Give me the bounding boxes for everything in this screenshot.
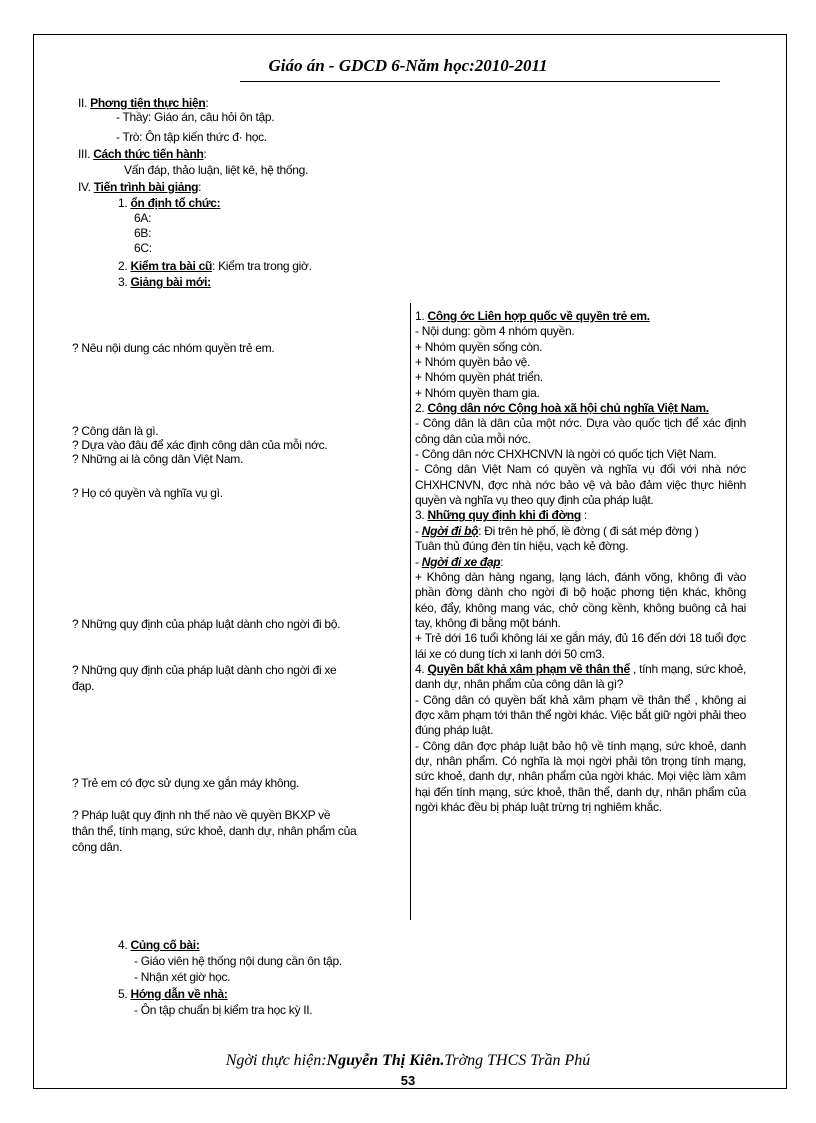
answer-cyclist xyxy=(415,555,746,570)
answer-column xyxy=(415,309,746,815)
page-header: Giáo án - GDCD 6-Năm học:2010-2011 xyxy=(268,56,548,75)
answer-cyclist-rest: : xyxy=(500,554,504,569)
question-9-line-3: công dân. xyxy=(72,840,123,854)
section-iv-title: Tiến trình bài giảng xyxy=(93,180,199,194)
answer-pedestrian-title: Ngời đi bộ xyxy=(421,523,479,538)
question-9-line-1: ? Pháp luật quy định nh thế nào về quyền BKXP về xyxy=(72,808,331,822)
answer-pedestrian-lead: - xyxy=(415,523,419,538)
column-divider xyxy=(410,303,411,920)
section-iii xyxy=(78,147,207,161)
answer-heading-4-title: Quyền bất khả xâm phạm về thân thể xyxy=(427,661,630,676)
answer-line: - Nội dung: gồm 4 nhóm quyền. xyxy=(415,324,575,339)
section-iii-line-1: Vấn đáp, thảo luận, liệt kê, hệ thống. xyxy=(124,163,309,177)
item-4 xyxy=(118,938,200,952)
answer-line: + Nhóm quyền sống còn. xyxy=(415,339,543,354)
question-1: ? Nêu nội dung các nhóm quyền trẻ em. xyxy=(72,341,275,355)
item-4-line-2: - Nhận xét giờ học. xyxy=(134,970,231,984)
footer-author-name: Nguyễn Thị Kiên. xyxy=(326,1052,445,1069)
item-3-title: Giảng bài mới: xyxy=(130,275,211,289)
answer-line: + Nhóm quyền phát triển. xyxy=(415,370,543,385)
item-5-title: Hớng dẫn về nhà: xyxy=(130,987,228,1001)
answer-pedestrian-rest: : Đi trên hè phố, lề đờng ( đi sát mép đờng ) xyxy=(478,523,699,538)
answer-heading-3-number: 3. xyxy=(415,508,425,523)
answer-line: - Công dân nớc CHXHCNVN là ngời có quốc tịch Việt Nam. xyxy=(415,447,717,462)
answer-heading-3 xyxy=(415,508,746,523)
item-4-title: Củng cố bài: xyxy=(130,938,200,952)
answer-heading-1-title: Công ớc Liên hợp quốc về quyền trẻ em. xyxy=(427,309,650,323)
answer-line: Tuân thủ đúng đèn tín hiệu, vạch kẻ đờng. xyxy=(415,539,629,554)
section-ii-line-2: - Trò: Ôn tập kiến thức đ· học. xyxy=(116,130,267,144)
section-iv xyxy=(78,180,201,194)
answer-heading-4-number: 4. xyxy=(415,661,425,676)
footer-school: Trờng THCS Trần Phú xyxy=(444,1052,591,1069)
answer-heading-4-rest: , tính mạng, sức khoẻ, danh dự, nhân phẩm của công dân là gì? xyxy=(415,661,747,692)
footer-prefix: Ngời thực hiện: xyxy=(225,1052,327,1069)
answer-line: + Không dàn hàng ngang, lạng lách, đánh võng, không đi vào phần đờng dành cho ngời đi bộ hoặc phơng tiện khác, không kéo, đẩy, không mang vác, chở cồng kềnh, không buông cả hai tay, không đi bằng một bánh. xyxy=(415,569,746,630)
answer-line: + Nhóm quyền tham gia. xyxy=(415,385,540,400)
item-2 xyxy=(118,259,312,273)
question-6: ? Những quy định của pháp luật dành cho ngời đi bộ. xyxy=(72,617,341,631)
item-2-rest: : Kiểm tra trong giờ. xyxy=(212,259,312,273)
answer-heading-2 xyxy=(415,401,746,416)
answer-cyclist-lead: - xyxy=(415,554,419,569)
answer-pedestrian xyxy=(415,524,746,539)
question-7-line-2: đạp. xyxy=(72,679,95,693)
answer-heading-1-number: 1. xyxy=(415,309,425,323)
answer-heading-2-title: Công dân nớc Cộng hoà xã hội chủ nghĩa Việt Nam. xyxy=(427,401,709,416)
answer-line: - Công dân có quyền bất khả xâm phạm về thân thể , không ai đợc xâm phạm tới thân thể ngời khác. Việc bắt giữ ngời phải theo đúng pháp luật. xyxy=(415,692,746,738)
section-ii xyxy=(78,96,208,110)
question-2: ? Công dân là gì. xyxy=(72,424,159,438)
answer-heading-4 xyxy=(415,662,746,693)
answer-heading-1 xyxy=(415,309,746,324)
question-3: ? Dựa vào đâu để xác định công dân của mỗi nớc. xyxy=(72,438,328,452)
item-3 xyxy=(118,275,211,289)
answer-line: - Công dân Việt Nam có quyền và nghĩa vụ đối với nhà nớc CHXHCNVN, đợc nhà nớc bảo vệ và bảo đảm việc thực hiênh quyền và nghĩa vụ theo quy định của pháp luật. xyxy=(415,462,746,508)
answer-line: + Nhóm quyền bảo vệ. xyxy=(415,355,531,370)
class-6c: 6C: xyxy=(134,241,152,255)
item-4-number: 4. xyxy=(118,938,128,952)
page-footer xyxy=(0,1052,816,1070)
item-1-number: 1. xyxy=(118,196,128,210)
section-iv-number: IV. xyxy=(78,180,91,194)
answer-line: - Công dân là dân của một nớc. Dựa vào quốc tịch để xác định công dân của mỗi nớc. xyxy=(415,416,746,446)
section-iii-number: III. xyxy=(78,147,91,161)
header-rule xyxy=(240,81,720,82)
item-4-line-1: - Giáo viên hệ thống nội dung cần ôn tập. xyxy=(134,954,342,968)
answer-line: + Trẻ dới 16 tuổi không lái xe gắn máy, đủ 16 đến dới 18 tuổi đợc lái xe có dung tích xi lanh dới 50 cm3. xyxy=(415,631,746,661)
item-5-line-1: - Ôn tập chuẩn bị kiểm tra học kỳ II. xyxy=(134,1003,313,1017)
item-1-title: ổn định tổ chức: xyxy=(130,196,221,210)
question-9-line-2: thân thể, tính mạng, sức khoẻ, danh dự, nhân phẩm của xyxy=(72,824,357,838)
answer-line: - Công dân đợc pháp luật bảo hộ về tính mạng, sức khoẻ, danh dự, nhân phẩm. Có nghĩa là mọi ngời phải tôn trọng tính mạng, sức khoẻ, danh dự, nhân phẩm của ngời khác. Mọi việc làm xâm hại đến tính mạng, sức khoẻ, thân thể, danh dự, nhân phẩm của ngời khác đều bị pháp luật trừng trị nghiêm khắc. xyxy=(415,738,746,814)
answer-cyclist-title: Ngời đi xe đạp xyxy=(421,554,501,569)
section-ii-number: II. xyxy=(78,96,88,110)
question-5: ? Họ có quyền và nghĩa vụ gì. xyxy=(72,486,223,500)
item-2-number: 2. xyxy=(118,259,128,273)
page-number: 53 xyxy=(400,1073,416,1088)
question-8: ? Trẻ em có đợc sử dụng xe gắn máy không. xyxy=(72,776,300,790)
answer-heading-2-number: 2. xyxy=(415,401,425,416)
section-iv-colon: : xyxy=(198,180,202,194)
class-6a: 6A: xyxy=(134,211,152,225)
item-2-title: Kiểm tra bài cũ xyxy=(130,259,212,273)
item-3-number: 3. xyxy=(118,275,128,289)
section-ii-line-1: - Thầy: Giáo án, câu hỏi ôn tập. xyxy=(116,110,275,124)
item-5-number: 5. xyxy=(118,987,128,1001)
question-4: ? Những ai là công dân Việt Nam. xyxy=(72,452,243,466)
answer-heading-3-title: Những quy định khi đi đờng xyxy=(427,508,581,523)
item-5 xyxy=(118,987,228,1001)
class-6b: 6B: xyxy=(134,226,152,240)
section-iii-title: Cách thức tiến hành xyxy=(93,147,204,161)
section-iii-colon: : xyxy=(203,147,207,161)
section-ii-colon: : xyxy=(205,96,209,110)
question-7-line-1: ? Những quy định của pháp luật dành cho ngời đi xe xyxy=(72,663,337,677)
answer-heading-3-tail: : xyxy=(580,508,587,523)
item-1 xyxy=(118,196,220,210)
section-ii-title: Phơng tiện thực hiện xyxy=(90,96,206,110)
